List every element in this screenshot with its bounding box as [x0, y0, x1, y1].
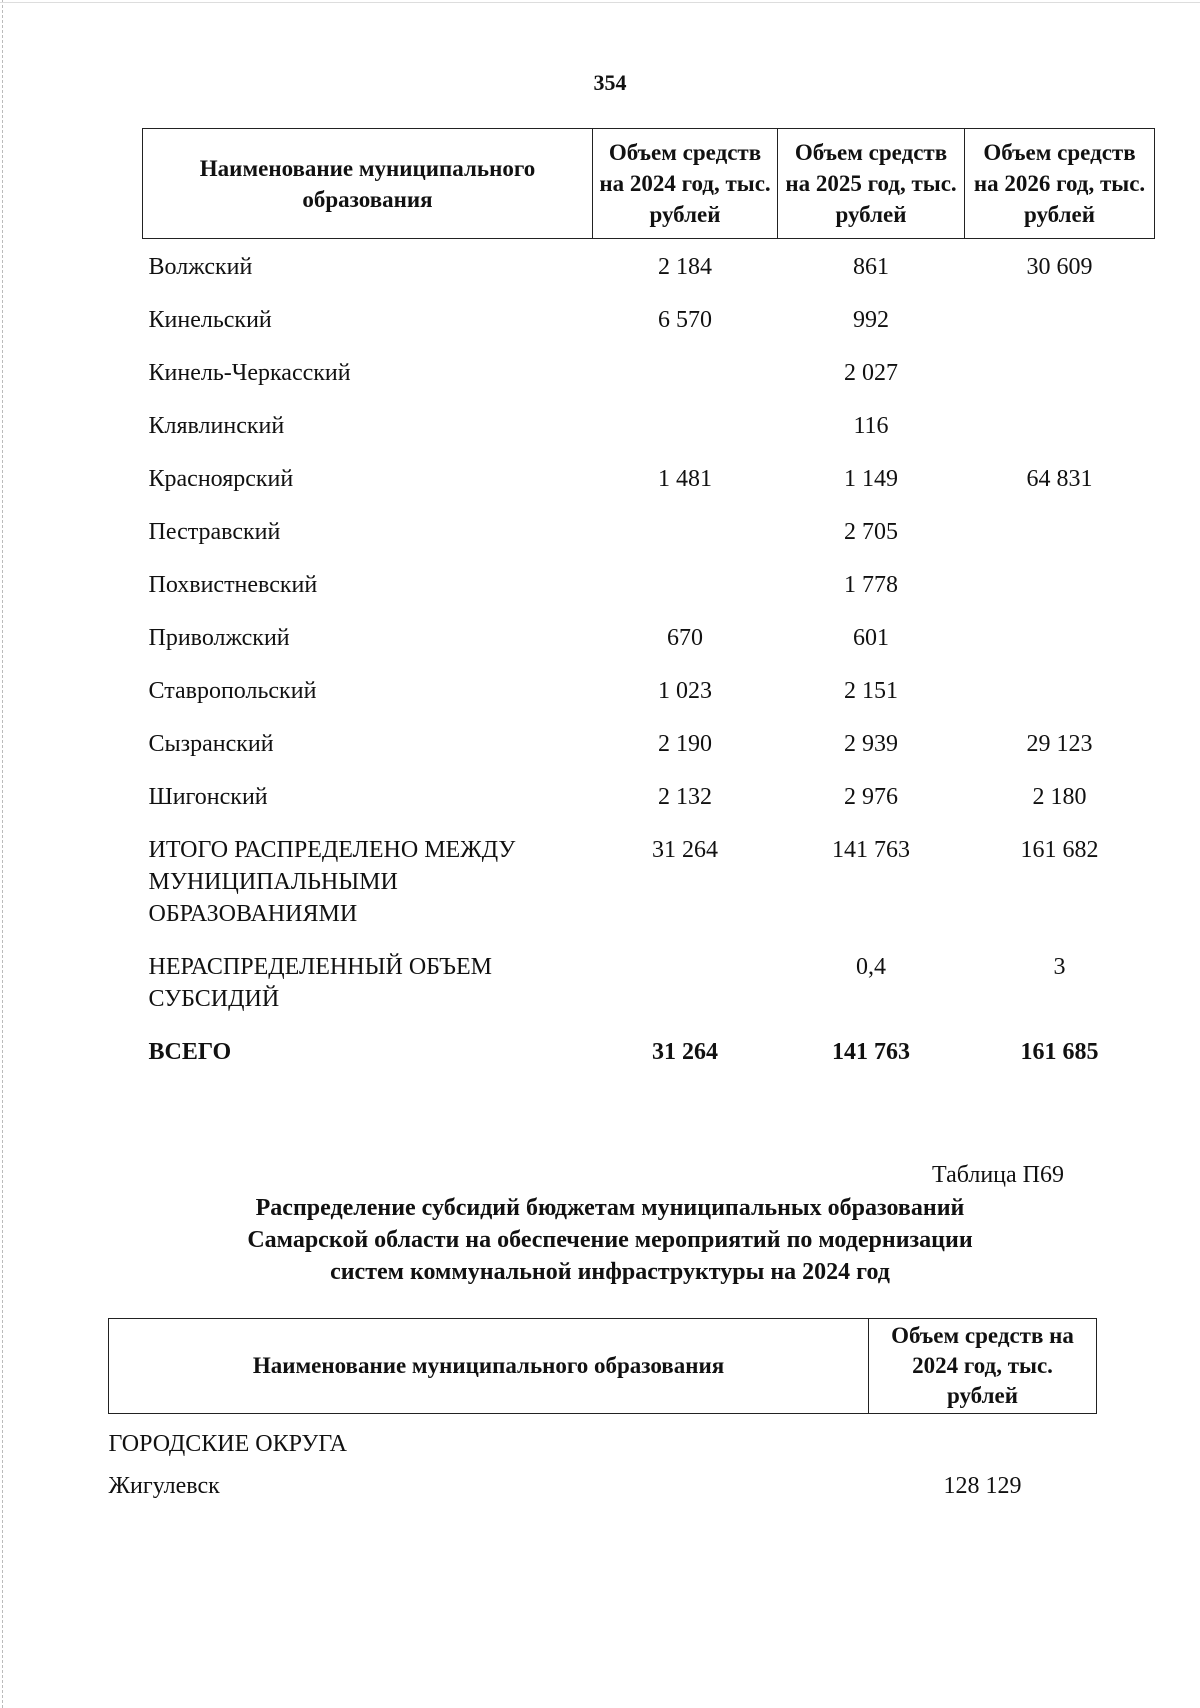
row-name: Волжский	[148, 254, 253, 280]
row-name: Красноярский	[148, 466, 294, 492]
header-2024: Объем средств на 2024 год, тыс. рублей	[593, 129, 778, 239]
row-value-2024: 670	[667, 625, 703, 651]
row-value-2024: 6 570	[658, 307, 712, 333]
row-value-2025: 1 149	[844, 466, 898, 492]
row-value-2026	[965, 558, 1155, 611]
row-value-2025: 116	[853, 413, 889, 439]
row-name: Похвистневский	[148, 572, 318, 598]
table-row	[143, 399, 1155, 452]
row-value-2025: 2 705	[844, 519, 898, 545]
row-value-2025: 1 778	[844, 572, 898, 598]
row-value-2026: 161 685	[1020, 1039, 1099, 1065]
row-value-2024	[593, 399, 778, 452]
row-value-2024	[593, 940, 778, 1025]
row-value-2024: 2 184	[658, 254, 712, 280]
row-value-2025: 0,4	[856, 954, 886, 980]
header-2024: Объем средств на 2024 год, тыс. рублей	[869, 1319, 1097, 1414]
page-number: 354	[593, 70, 627, 95]
row-value-2026: 3	[1053, 954, 1066, 980]
subsidy-table-1	[142, 128, 1155, 1078]
row-name: Пестравский	[148, 519, 281, 545]
table-row	[143, 940, 1155, 1025]
table-title	[0, 1192, 1200, 1288]
row-value-2024: 2 132	[658, 784, 712, 810]
table-row	[143, 717, 1155, 770]
table-row	[143, 293, 1155, 346]
subsidy-table-2	[108, 1318, 1097, 1506]
row-value-2024: 31 264	[652, 837, 718, 863]
row-value-2025: 141 763	[832, 837, 910, 863]
row-name: Шигонский	[148, 784, 268, 810]
row-name: Клявлинский	[148, 413, 285, 439]
table-label: Таблица П69	[932, 1162, 1064, 1188]
row-value-2024: 31 264	[652, 1039, 718, 1065]
table-title-line: Распределение субсидий бюджетам муниципальных образований	[255, 1195, 965, 1221]
row-value-2026	[965, 293, 1155, 346]
row-value-2026	[965, 505, 1155, 558]
header-name: Наименование муниципального образования	[109, 1319, 869, 1414]
table-header-row	[109, 1319, 1097, 1414]
scan-edge-left	[2, 0, 4, 1708]
table-row	[143, 558, 1155, 611]
row-name: Кинель-Черкасский	[148, 360, 351, 386]
row-value-2026	[965, 664, 1155, 717]
row-name: Ставропольский	[148, 678, 317, 704]
row-name: Жигулевск	[108, 1473, 220, 1499]
row-value-2026: 64 831	[1026, 466, 1093, 492]
row-value-2026: 161 682	[1020, 837, 1099, 863]
scan-edge-top	[0, 2, 1200, 4]
row-name: Приволжский	[148, 625, 290, 651]
section-label: ГОРОДСКИЕ ОКРУГА	[108, 1431, 347, 1457]
row-value-2025: 2 976	[844, 784, 898, 810]
row-value-2026	[965, 346, 1155, 399]
row-value-2026	[965, 399, 1155, 452]
row-value-2024: 1 481	[658, 466, 712, 492]
section-row	[109, 1414, 1097, 1465]
row-name: ИТОГО РАСПРЕДЕЛЕНО МЕЖДУ МУНИЦИПАЛЬНЫМИ ОБРАЗОВАНИЯМИ	[148, 837, 516, 927]
row-value-2026: 30 609	[1026, 254, 1093, 280]
row-name: Кинельский	[148, 307, 272, 333]
row-value-2025: 141 763	[832, 1039, 910, 1065]
row-value-2024	[593, 346, 778, 399]
row-value-2026: 29 123	[1026, 731, 1093, 757]
row-value-2026: 2 180	[1032, 784, 1087, 810]
header-name: Наименование муниципального образования	[143, 129, 593, 239]
row-value-2024: 1 023	[658, 678, 712, 704]
row-name: ВСЕГО	[148, 1039, 232, 1065]
row-value-2024: 2 190	[658, 731, 712, 757]
table-row	[143, 823, 1155, 940]
table-row	[143, 611, 1155, 664]
row-value-2024: 128 129	[943, 1473, 1022, 1499]
row-value-2025: 2 939	[844, 731, 898, 757]
row-value-2025: 2 027	[844, 360, 898, 386]
row-value-2025: 2 151	[844, 678, 898, 704]
row-value-2026	[965, 611, 1155, 664]
table-row	[143, 505, 1155, 558]
row-value-2025: 861	[853, 254, 889, 280]
row-name: НЕРАСПРЕДЕЛЕННЫЙ ОБЪЕМ СУБСИДИЙ	[148, 954, 492, 1012]
table-row	[143, 346, 1155, 399]
header-2025: Объем средств на 2025 год, тыс. рублей	[778, 129, 965, 239]
row-value-2024	[593, 505, 778, 558]
row-value-2025: 992	[853, 307, 889, 333]
table-row	[143, 239, 1155, 294]
header-2026: Объем средств на 2026 год, тыс. рублей	[965, 129, 1155, 239]
table-row	[143, 770, 1155, 823]
table-row	[109, 1464, 1097, 1506]
row-value-2024	[593, 558, 778, 611]
table-row	[143, 664, 1155, 717]
row-value-2025: 601	[853, 625, 889, 651]
table-title-line: систем коммунальной инфраструктуры на 2024 год	[330, 1259, 890, 1285]
table-row	[143, 452, 1155, 505]
table-title-line: Самарской области на обеспечение мероприятий по модернизации	[247, 1227, 973, 1253]
total-row	[143, 1025, 1155, 1078]
row-name: Сызранский	[148, 731, 274, 757]
table-header-row	[143, 129, 1155, 239]
